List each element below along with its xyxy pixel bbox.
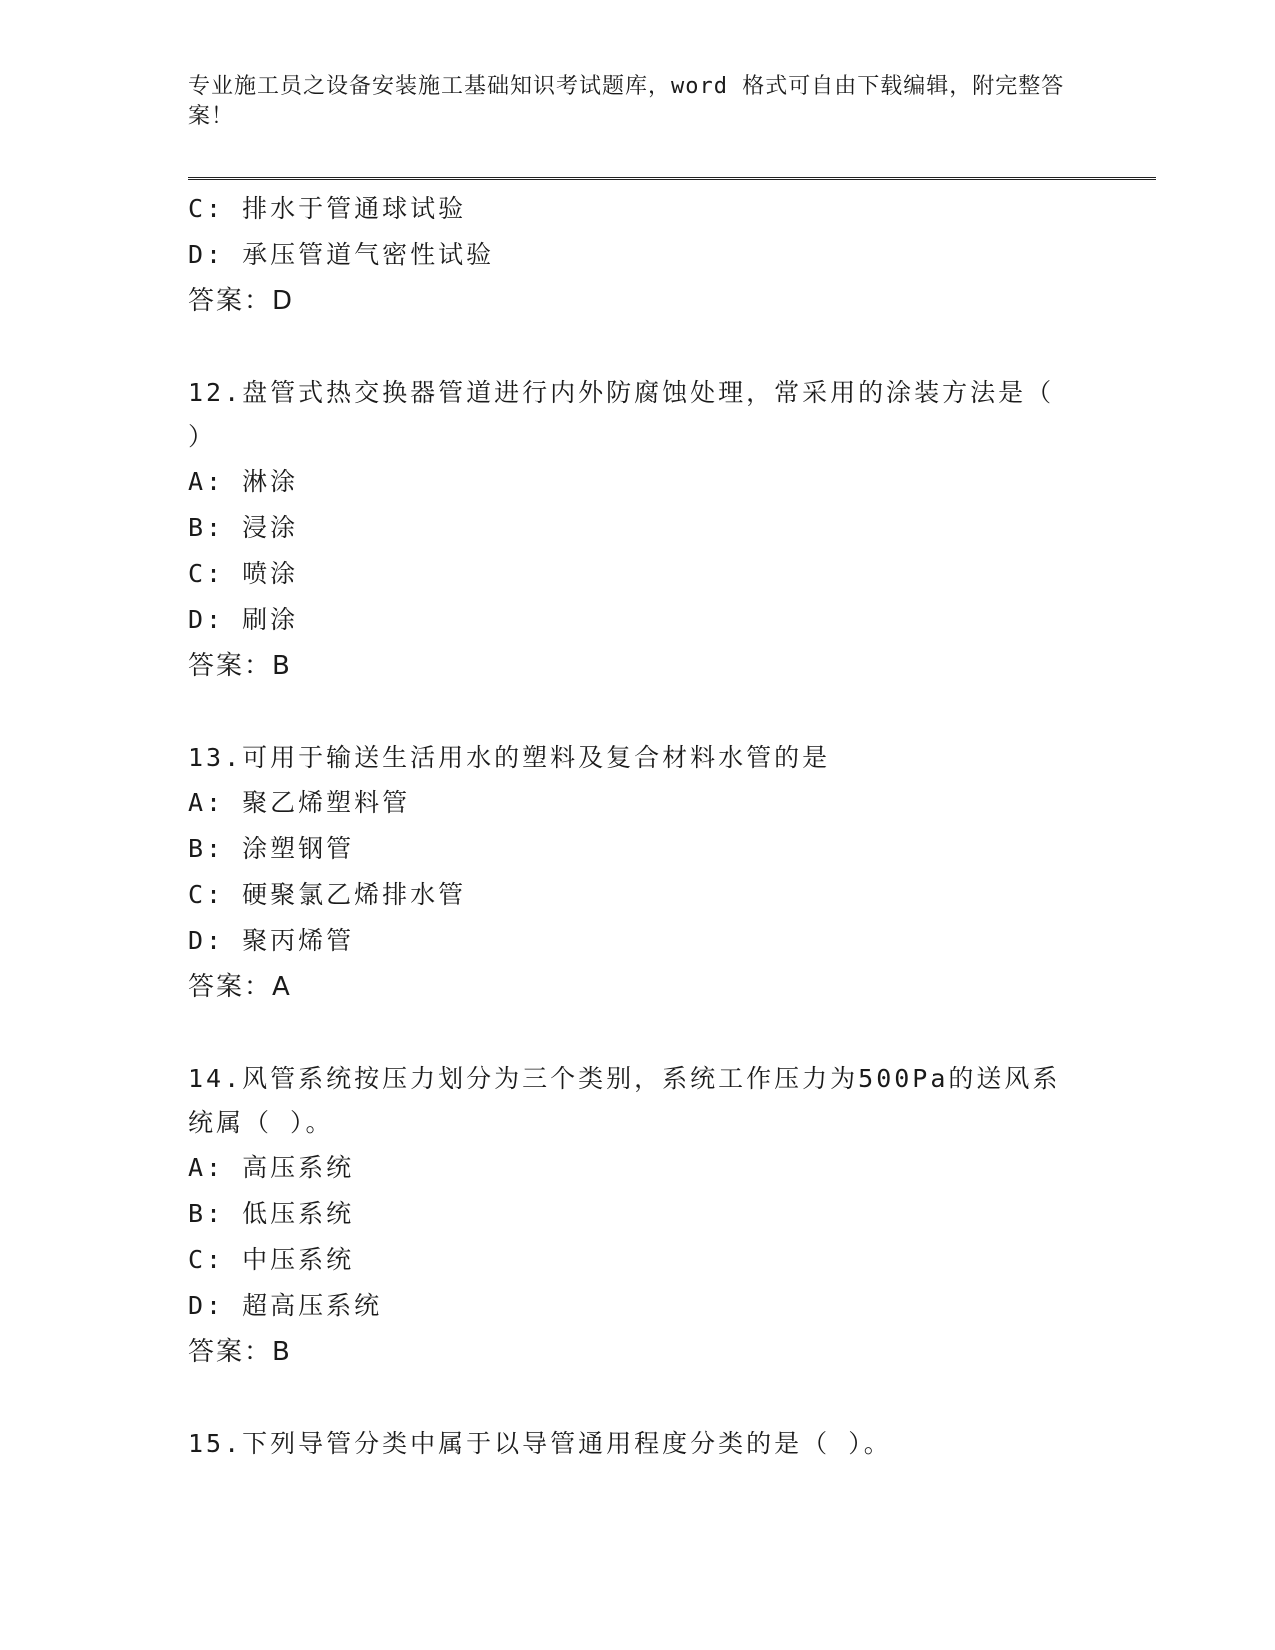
answer: 答案：B xyxy=(188,1337,292,1367)
answer: 答案：B xyxy=(188,651,292,681)
option-a: A: 淋涂 xyxy=(188,467,299,496)
option-b: B: 低压系统 xyxy=(188,1199,355,1228)
question-text: 15.下列导管分类中属于以导管通用程度分类的是（ ）。 xyxy=(188,1429,892,1458)
option-a: A: 高压系统 xyxy=(188,1153,355,1182)
option-d: D: 超高压系统 xyxy=(188,1291,383,1320)
question-11-continued xyxy=(188,186,1088,324)
option-c: C: 喷涂 xyxy=(188,559,299,588)
option-c: C: 硬聚氯乙烯排水管 xyxy=(188,880,467,909)
question-13 xyxy=(188,736,1088,1010)
document-header: 专业施工员之设备安装施工基础知识考试题库，word 格式可自由下载编辑，附完整答案！ xyxy=(188,74,1065,129)
question-text: 12.盘管式热交换器管道进行内外防腐蚀处理，常采用的涂装方法是（ ） xyxy=(188,378,1055,451)
header-divider xyxy=(188,177,1156,180)
question-12 xyxy=(188,371,1088,689)
answer: 答案：D xyxy=(188,286,295,316)
answer: 答案：A xyxy=(188,972,292,1002)
question-text: 13.可用于输送生活用水的塑料及复合材料水管的是 xyxy=(188,743,831,772)
question-text: 14.风管系统按压力划分为三个类别，系统工作压力为500Pa的送风系统属（ ）。 xyxy=(188,1064,1061,1137)
question-list xyxy=(188,186,1088,1466)
option-b: B: 涂塑钢管 xyxy=(188,834,355,863)
question-15 xyxy=(188,1422,1088,1466)
option-d: D: 承压管道气密性试验 xyxy=(188,240,495,269)
option-c: C: 排水于管通球试验 xyxy=(188,194,467,223)
option-a: A: 聚乙烯塑料管 xyxy=(188,788,411,817)
question-14 xyxy=(188,1057,1088,1375)
option-d: D: 聚丙烯管 xyxy=(188,926,355,955)
option-d: D: 刷涂 xyxy=(188,605,299,634)
option-b: B: 浸涂 xyxy=(188,513,299,542)
option-c: C: 中压系统 xyxy=(188,1245,355,1274)
